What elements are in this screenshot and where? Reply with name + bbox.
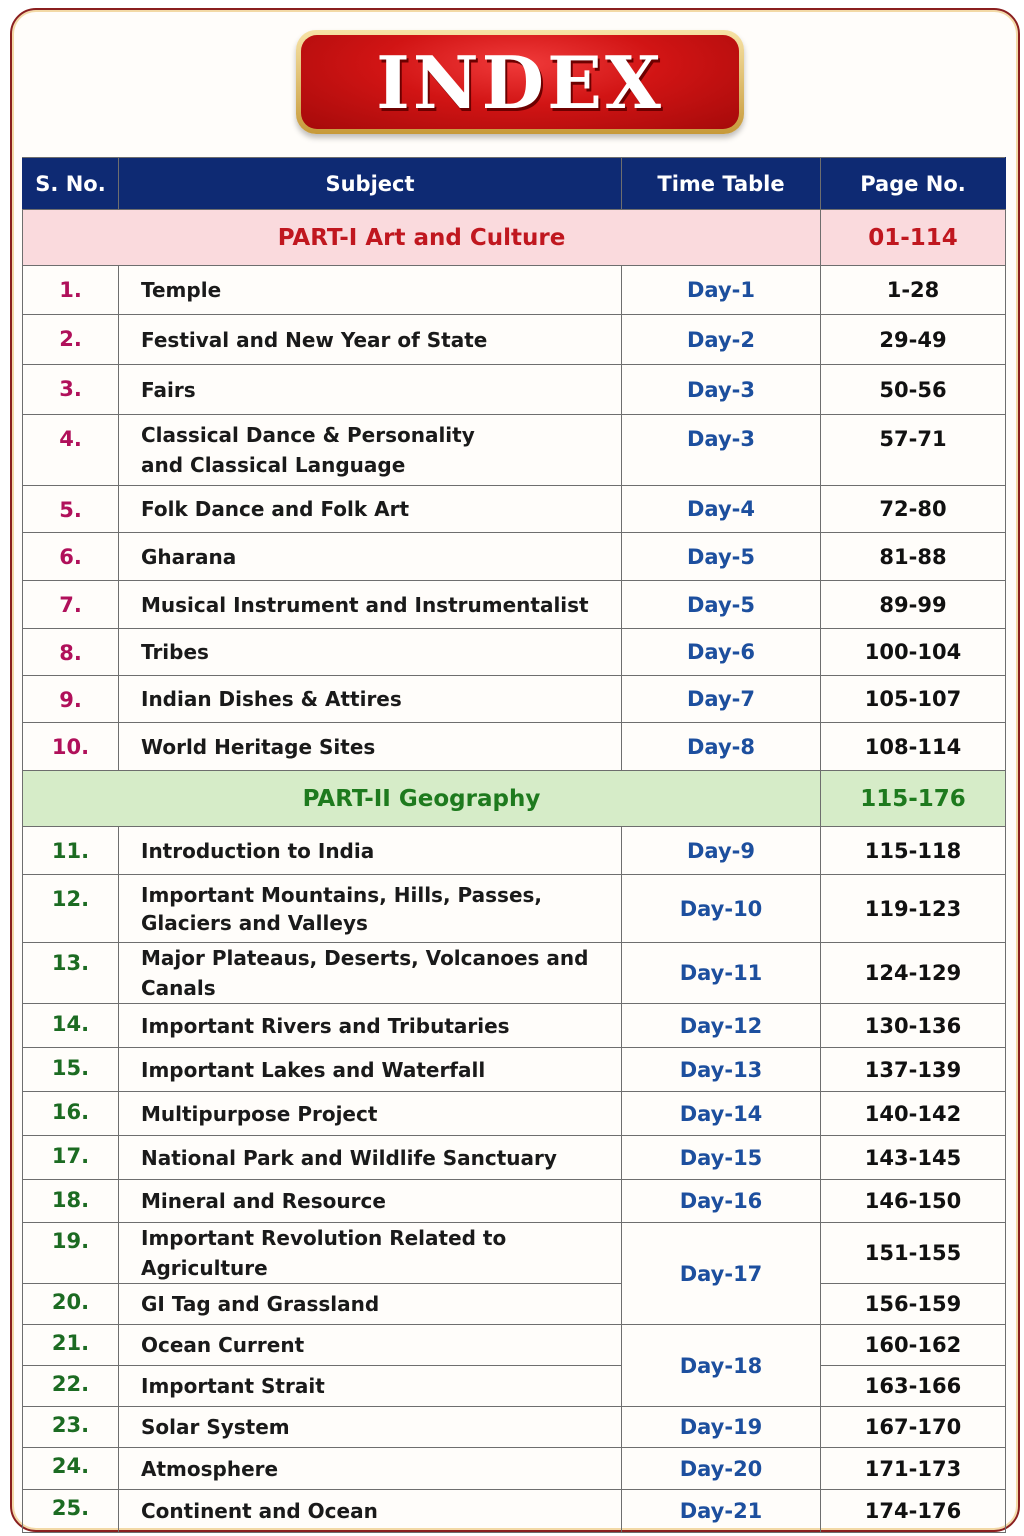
row-pages: 171-173 — [821, 1448, 1006, 1490]
row-subject: National Park and Wildlife Sanctuary — [119, 1136, 622, 1180]
row-sno: 2. — [23, 315, 119, 365]
row-day: Day-5 — [622, 533, 821, 581]
header-subject: Subject — [119, 158, 622, 210]
row-sno: 10. — [23, 723, 119, 771]
row-day: Day-1 — [622, 266, 821, 315]
row-day: Day-17 — [622, 1223, 821, 1325]
page-title: INDEX — [376, 39, 664, 125]
table-row — [23, 1366, 1006, 1407]
row-day: Day-15 — [622, 1136, 821, 1180]
row-sno: 1. — [23, 266, 119, 315]
row-pages: 50-56 — [821, 365, 1006, 415]
row-sno: 24. — [23, 1448, 119, 1490]
row-day: Day-11 — [622, 943, 821, 1004]
row-sno: 8. — [23, 629, 119, 676]
header-time-table: Time Table — [622, 158, 821, 210]
row-pages: 72-80 — [821, 486, 1006, 533]
header-sno: S. No. — [23, 158, 119, 210]
row-subject: Important Revolution Related to Agriculture — [119, 1223, 622, 1284]
row-day: Day-4 — [622, 486, 821, 533]
table-row — [23, 1048, 1006, 1092]
row-pages: 81-88 — [821, 533, 1006, 581]
row-sno: 11. — [23, 827, 119, 875]
row-subject — [119, 415, 622, 486]
table-row — [23, 943, 1006, 1004]
row-sno: 3. — [23, 365, 119, 415]
row-sno: 9. — [23, 676, 119, 723]
table-row — [23, 533, 1006, 581]
table-row — [23, 365, 1006, 415]
table-row — [23, 581, 1006, 629]
row-day: Day-10 — [622, 875, 821, 943]
row-sno: 21. — [23, 1325, 119, 1366]
row-sno: 5. — [23, 486, 119, 533]
row-pages: 124-129 — [821, 943, 1006, 1004]
row-subject: Important Rivers and Tributaries — [119, 1004, 622, 1048]
row-sno: 16. — [23, 1092, 119, 1136]
table-row — [23, 1448, 1006, 1490]
table-row — [23, 827, 1006, 875]
row-subject: Major Plateaus, Deserts, Volcanoes and Canals — [119, 943, 622, 1004]
row-day: Day-9 — [622, 827, 821, 875]
row-pages: 160-162 — [821, 1325, 1006, 1366]
row-sno: 4. — [23, 415, 119, 486]
table-row — [23, 1490, 1006, 1533]
row-sno: 13. — [23, 943, 119, 1004]
row-sno: 23. — [23, 1407, 119, 1448]
table-row — [23, 1223, 1006, 1284]
table-row — [23, 1004, 1006, 1048]
row-subject: Indian Dishes & Attires — [119, 676, 622, 723]
row-sno: 7. — [23, 581, 119, 629]
row-subject: Atmosphere — [119, 1448, 622, 1490]
row-subject: GI Tag and Grassland — [119, 1284, 622, 1325]
part-title: PART-II Geography — [23, 771, 821, 827]
row-subject: Musical Instrument and Instrumentalist — [119, 581, 622, 629]
row-pages: 29-49 — [821, 315, 1006, 365]
row-subject: Continent and Ocean — [119, 1490, 622, 1533]
row-day: Day-7 — [622, 676, 821, 723]
table-row — [23, 676, 1006, 723]
row-subject-line: Classical Dance & Personality — [141, 423, 475, 447]
row-subject: World Heritage Sites — [119, 723, 622, 771]
row-subject-line: Glaciers and Valleys — [141, 910, 368, 935]
row-day: Day-18 — [622, 1325, 821, 1407]
table-row — [23, 415, 1006, 486]
row-subject: Fairs — [119, 365, 622, 415]
table-row — [23, 1284, 1006, 1325]
row-pages: 105-107 — [821, 676, 1006, 723]
table-row — [23, 1407, 1006, 1448]
table-row — [23, 629, 1006, 676]
row-subject: Multipurpose Project — [119, 1092, 622, 1136]
row-subject: Introduction to India — [119, 827, 622, 875]
row-pages: 163-166 — [821, 1366, 1006, 1407]
row-pages: 89-99 — [821, 581, 1006, 629]
row-day: Day-12 — [622, 1004, 821, 1048]
table-row — [23, 486, 1006, 533]
row-subject: Tribes — [119, 629, 622, 676]
row-pages: 115-118 — [821, 827, 1006, 875]
row-pages: 137-139 — [821, 1048, 1006, 1092]
table-row — [23, 723, 1006, 771]
row-pages: 167-170 — [821, 1407, 1006, 1448]
row-subject: Ocean Current — [119, 1325, 622, 1366]
part-row — [23, 771, 1006, 827]
row-sno: 17. — [23, 1136, 119, 1180]
row-day: Day-5 — [622, 581, 821, 629]
row-sno: 18. — [23, 1180, 119, 1223]
index-banner — [296, 30, 744, 134]
row-sno: 22. — [23, 1366, 119, 1407]
row-pages: 57-71 — [821, 415, 1006, 486]
row-pages: 140-142 — [821, 1092, 1006, 1136]
row-subject: Gharana — [119, 533, 622, 581]
row-subject-line: and Classical Language — [141, 453, 406, 477]
table-row — [23, 1180, 1006, 1223]
index-banner-inner — [301, 35, 739, 129]
header-row — [23, 158, 1006, 210]
table-row — [23, 315, 1006, 365]
row-subject-line: Important Mountains, Hills, Passes, — [141, 882, 543, 907]
table-row — [23, 1092, 1006, 1136]
row-subject: Important Strait — [119, 1366, 622, 1407]
table-row — [23, 1325, 1006, 1366]
row-day: Day-8 — [622, 723, 821, 771]
row-sno: 20. — [23, 1284, 119, 1325]
row-pages: 174-176 — [821, 1490, 1006, 1533]
row-subject: Solar System — [119, 1407, 622, 1448]
part-pages: 115-176 — [821, 771, 1006, 827]
row-subject: Important Lakes and Waterfall — [119, 1048, 622, 1092]
row-day: Day-20 — [622, 1448, 821, 1490]
row-day: Day-2 — [622, 315, 821, 365]
table-row — [23, 266, 1006, 315]
row-pages: 119-123 — [821, 875, 1006, 943]
header-page-no: Page No. — [821, 158, 1006, 210]
table-row — [23, 875, 1006, 943]
row-pages: 146-150 — [821, 1180, 1006, 1223]
row-subject: Temple — [119, 266, 622, 315]
row-sno: 12. — [23, 875, 119, 943]
table-row — [23, 1136, 1006, 1180]
row-pages: 143-145 — [821, 1136, 1006, 1180]
row-sno: 14. — [23, 1004, 119, 1048]
row-day: Day-6 — [622, 629, 821, 676]
row-pages: 100-104 — [821, 629, 1006, 676]
row-day: Day-19 — [622, 1407, 821, 1448]
row-day: Day-3 — [622, 365, 821, 415]
part-pages: 01-114 — [821, 210, 1006, 266]
row-sno: 19. — [23, 1223, 119, 1284]
row-pages: 156-159 — [821, 1284, 1006, 1325]
row-sno: 25. — [23, 1490, 119, 1533]
row-day: Day-13 — [622, 1048, 821, 1092]
part-title: PART-I Art and Culture — [23, 210, 821, 266]
row-subject: Mineral and Resource — [119, 1180, 622, 1223]
row-pages: 130-136 — [821, 1004, 1006, 1048]
row-subject — [119, 875, 622, 943]
row-day: Day-14 — [622, 1092, 821, 1136]
row-sno: 15. — [23, 1048, 119, 1092]
index-table — [22, 157, 1006, 1533]
row-subject: Festival and New Year of State — [119, 315, 622, 365]
row-subject: Folk Dance and Folk Art — [119, 486, 622, 533]
row-day: Day-16 — [622, 1180, 821, 1223]
row-pages: 1-28 — [821, 266, 1006, 315]
row-day: Day-3 — [622, 415, 821, 486]
row-pages: 151-155 — [821, 1223, 1006, 1284]
row-pages: 108-114 — [821, 723, 1006, 771]
row-sno: 6. — [23, 533, 119, 581]
row-day: Day-21 — [622, 1490, 821, 1533]
part-row — [23, 210, 1006, 266]
